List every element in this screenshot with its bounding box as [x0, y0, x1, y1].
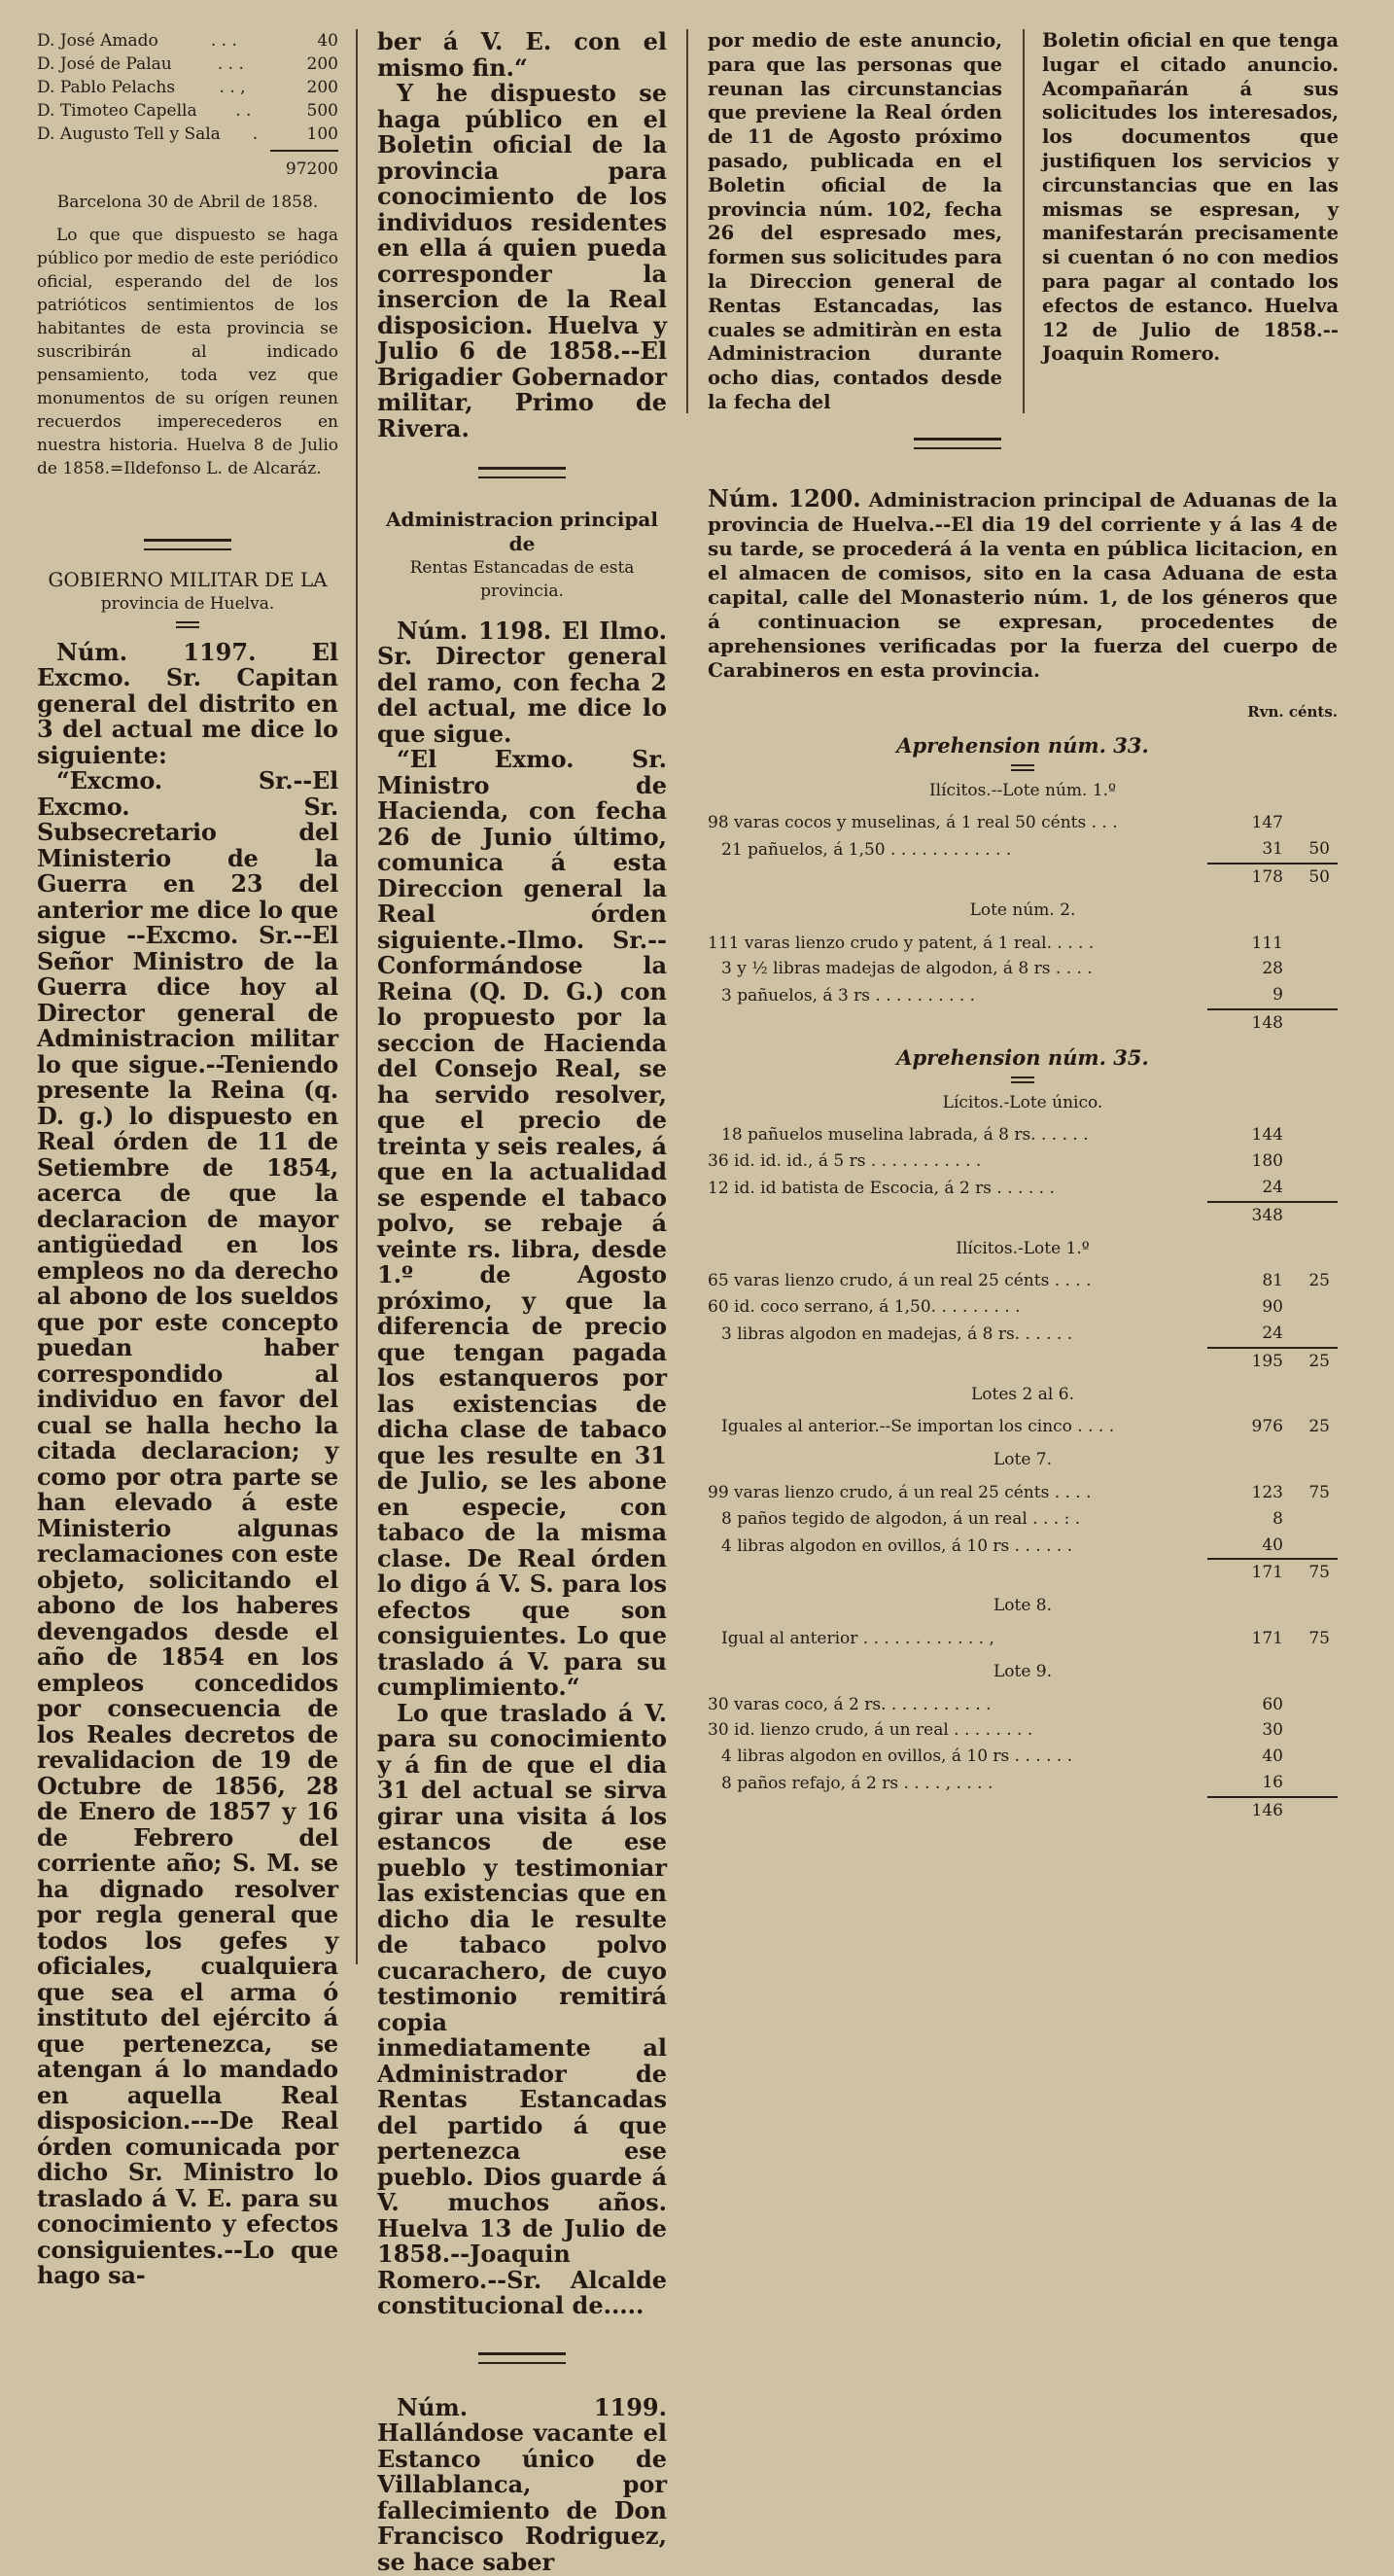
leader-dots: . . ,	[219, 78, 246, 97]
table-row	[708, 1480, 1338, 1506]
item-cents: 75	[1308, 1628, 1330, 1648]
item-cents	[1289, 1770, 1338, 1797]
notice-number: Núm. 1198.	[397, 616, 552, 645]
total-cents	[1289, 1797, 1338, 1824]
donor-row	[37, 123, 338, 146]
total-cents	[1289, 1202, 1338, 1229]
list-total	[270, 150, 338, 181]
column-2	[377, 29, 667, 2575]
lote-heading: Lote 7.	[993, 1450, 1053, 1470]
lote-table	[708, 931, 1338, 1037]
item-description: 98 varas cocos y muselinas, á 1 real 50 cénts . . .	[708, 813, 1118, 833]
item-reales: 111	[1251, 933, 1283, 953]
donor-amount: 40	[317, 31, 338, 51]
table-row	[708, 1294, 1338, 1321]
item-cents	[1289, 810, 1338, 836]
table-row	[708, 1414, 1338, 1440]
title-ornament	[1011, 764, 1034, 771]
column-rule	[1023, 29, 1025, 413]
total-reales: 148	[1207, 1009, 1289, 1037]
item-cents	[1289, 1294, 1338, 1321]
column-rule	[686, 29, 688, 413]
total-cents	[1289, 1009, 1338, 1037]
donor-row	[37, 99, 338, 123]
total-reales: 146	[1207, 1797, 1289, 1824]
item-cents	[1289, 982, 1338, 1009]
donor-row	[37, 76, 338, 99]
section-subheading: Rentas Estancadas de esta provincia.	[409, 557, 635, 601]
table-row	[708, 1744, 1338, 1770]
library-watermark	[1088, 1855, 1302, 1982]
item-reales: 60	[1262, 1694, 1283, 1714]
notice-1199-end: Boletin oficial en que tenga lugar el citado anuncio. Acompañarán á sus solicitudes los interesados, los documentos que justifiquen los servicios y circunstancias que en las mismas se espresan, y manifestarán precisamente si cuentan ó no con medios para pagar al contado los efectos de estanco. Huelva 12 de Julio de 1858.--Joaquin Romero.	[1042, 29, 1339, 366]
item-description: 111 varas lienzo crudo y patent, á 1 real. . . . .	[708, 933, 1095, 953]
item-reales: 171	[1251, 1628, 1283, 1648]
donor-list	[37, 29, 338, 146]
section-ornament	[144, 539, 231, 550]
table-row	[708, 1692, 1338, 1718]
aprehension-tables	[708, 734, 1338, 1824]
lote-table	[708, 810, 1338, 890]
leader-dots: . . .	[217, 54, 244, 74]
table-row	[708, 1175, 1338, 1202]
item-cents	[1289, 1533, 1338, 1560]
table-row	[708, 1122, 1338, 1148]
item-reales: 81	[1262, 1271, 1283, 1291]
notice-1198-paragraph: Lo que traslado á V. para su conocimiento y á fin de que el dia 31 del actual se sirva girar una visita á los estancos de ese pueblo y testimoniar las existencias que en dicho dia le resulte de tabaco polvo cucarachero, de cuyo testimonio remitirá copia inmediatamente al Administrador de Rentas Estancadas del partido á que pertenezca ese pueblo. Dios guarde á V. muchos años. Huelva 13 de Julio de 1858.--Joaquin Romero.--Sr. Alcalde constitucional de.....	[377, 1698, 667, 2320]
lote-heading: Lote 9.	[993, 1661, 1053, 1681]
donor-amount: 100	[306, 124, 338, 144]
notice-body: El Excmo. Sr. Capitan general del distrito en 3 del actual me dice lo siguiente:	[37, 637, 338, 769]
item-description: Iguales al anterior.--Se importan los cinco . . . .	[721, 1417, 1115, 1437]
place-date: Barcelona 30 de Abril de 1858.	[56, 193, 319, 212]
item-cents	[1289, 1175, 1338, 1202]
item-reales: 40	[1262, 1747, 1283, 1767]
aprehension-title: Aprehension núm. 35.	[896, 1044, 1149, 1070]
table-row	[708, 1321, 1338, 1348]
notice-1199	[377, 2392, 667, 2576]
notice-1200	[708, 486, 1338, 683]
item-reales: 123	[1251, 1482, 1283, 1502]
table-row	[708, 1626, 1338, 1652]
item-description: Igual al anterior . . . . . . . . . . . . ,	[721, 1628, 994, 1648]
notice-body: Administracion principal de Aduanas de la provincia de Huelva.--El dia 19 del corriente y á las 4 de su tarde, se procederá á la venta en pública licitacion, en el almacen de comisos, sito en la casa Aduana de esta capital, calle del Monasterio núm. 1, de los géneros que á continuacion se expresan, procedentes de aprehensiones verificadas por la fuerza del cuerpo de Carabineros en esta provincia.	[708, 488, 1338, 682]
lote-heading: Lote 8.	[993, 1596, 1053, 1616]
table-row	[708, 1268, 1338, 1294]
table-row	[708, 1533, 1338, 1560]
item-reales: 8	[1272, 1508, 1283, 1529]
item-reales: 90	[1262, 1297, 1283, 1318]
donor-amount: 200	[306, 78, 338, 97]
table-row	[708, 982, 1338, 1009]
item-description: 30 id. lienzo crudo, á un real . . . . . . . .	[708, 1720, 1033, 1741]
item-description: 8 paños tegido de algodon, á un real . . . : .	[721, 1508, 1081, 1529]
announcement-paragraph: Lo que que dispuesto se haga público por medio de este periódico oficial, esperando del de los patrióticos sentimientos de los habitantes de esta provincia se suscribirán al indicado pensamiento, toda vez que monumentos de su orígen reunen recuerdos imperecederos en nuestra historia. Huelva 8 de Julio de 1858.=Ildefonso L. de Alcaráz.	[37, 226, 338, 478]
notice-number: Núm. 1199.	[397, 2392, 667, 2421]
table-row	[708, 1717, 1338, 1744]
notice-body: El Ilmo. Sr. Director general del ramo, con fecha 2 del actual, me dice lo que sigue.	[377, 616, 667, 748]
item-reales: 24	[1262, 1177, 1283, 1197]
lote-heading: Lícitos.-Lote único.	[942, 1092, 1103, 1112]
total-row	[708, 1348, 1338, 1375]
item-reales: 9	[1272, 985, 1283, 1006]
leader-dots: .	[252, 124, 259, 144]
item-description: 12 id. id batista de Escocia, á 2 rs . . . . . .	[708, 1178, 1055, 1198]
heading-ornament	[176, 621, 199, 628]
lote-heading: Lotes 2 al 6.	[971, 1384, 1074, 1404]
item-cents: 50	[1308, 839, 1330, 860]
item-description: 30 varas coco, á 2 rs. . . . . . . . . . .	[708, 1694, 992, 1714]
title-ornament	[1011, 1076, 1034, 1083]
item-reales: 144	[1251, 1125, 1283, 1146]
donor-amount: 500	[306, 101, 338, 121]
item-description: 3 pañuelos, á 3 rs . . . . . . . . . .	[721, 986, 976, 1006]
notice-number: Núm. 1200.	[708, 484, 861, 512]
lote-heading: Ilícitos.--Lote núm. 1.º	[928, 780, 1117, 800]
item-reales: 28	[1262, 959, 1283, 979]
item-reales: 24	[1262, 1323, 1283, 1343]
item-reales: 147	[1251, 813, 1283, 833]
donor-name: D. Augusto Tell y Sala	[37, 124, 221, 144]
column-header-rvn-cents: Rvn. cénts.	[1247, 703, 1338, 721]
donor-amount: 200	[306, 54, 338, 74]
item-cents	[1289, 1122, 1338, 1148]
item-description: 65 varas lienzo crudo, á un real 25 cénts . . . .	[708, 1271, 1092, 1291]
total-reales: 195	[1207, 1348, 1289, 1375]
item-cents	[1289, 1148, 1338, 1175]
item-cents: 25	[1308, 1271, 1330, 1291]
notice-number: Núm. 1197.	[56, 637, 257, 666]
table-row	[708, 931, 1338, 957]
total-row	[708, 1202, 1338, 1229]
lote-heading: Lote núm. 2.	[969, 900, 1076, 920]
total-row	[708, 1009, 1338, 1037]
lote-table	[708, 1626, 1338, 1652]
total-reales: 178	[1207, 864, 1289, 891]
item-description: 36 id. id. id., á 5 rs . . . . . . . . . . .	[708, 1151, 982, 1172]
lote-table	[708, 1122, 1338, 1228]
item-reales: 976	[1251, 1417, 1283, 1437]
total-cents: 75	[1289, 1559, 1338, 1586]
leader-dots: . .	[235, 101, 252, 121]
item-reales: 31	[1262, 839, 1283, 860]
item-description: 21 pañuelos, á 1,50 . . . . . . . . . . . .	[721, 840, 1012, 861]
section-ornament	[478, 467, 566, 478]
column-4	[1042, 29, 1339, 367]
item-description: 60 id. coco serrano, á 1,50. . . . . . . . .	[708, 1297, 1021, 1318]
item-reales: 180	[1251, 1151, 1283, 1172]
table-row	[708, 836, 1338, 864]
column-1	[37, 29, 338, 2289]
donor-row	[37, 53, 338, 76]
total-amount: 97200	[285, 159, 338, 179]
lote-table	[708, 1692, 1338, 1824]
item-cents	[1289, 1744, 1338, 1770]
item-cents	[1289, 931, 1338, 957]
lote-table	[708, 1268, 1338, 1374]
total-cents: 25	[1289, 1348, 1338, 1375]
total-row	[708, 1559, 1338, 1586]
section-heading: GOBIERNO MILITAR DE LA	[48, 568, 328, 591]
total-row	[708, 1797, 1338, 1824]
section-subheading: provincia de Huelva.	[100, 593, 275, 614]
notice-1198-quote: “El Exmo. Sr. Ministro de Hacienda, con fecha 26 de Junio último, comunica á esta Direccion general la Real órden siguiente.-Ilmo. Sr.--Conformándose la Reina (Q. D. G.) con lo propuesto por la seccion de Hacienda del Consejo Real, se ha servido resolver, que el precio de treinta y seis reales, á que en la actualidad se espende el tabaco polvo, se rebaje á veinte rs. libra, desde 1.º de Agosto próximo, y que la diferencia de precio que tengan pagada los estanqueros por las existencias de dicha clase de tabaco que les resulte en 31 de Julio, se les abone en especie, con tabaco de la misma clase. De Real órden lo digo á V. S. para los efectos que son consiguientes. Lo que traslado á V. para su cumplimiento.“	[377, 745, 667, 1702]
section-ornament	[914, 438, 1001, 449]
section-ornament	[478, 2352, 566, 2364]
column-3	[708, 29, 1002, 415]
table-row	[708, 1148, 1338, 1175]
notice-1200-block	[708, 486, 1338, 1823]
item-description: 99 varas lienzo crudo, á un real 25 cénts . . . .	[708, 1482, 1092, 1502]
table-row	[708, 1770, 1338, 1797]
item-description: 4 libras algodon en ovillos, á 10 rs . . . . . .	[721, 1747, 1073, 1767]
column-rule	[356, 29, 358, 1964]
section-heading: Administracion principal de	[386, 508, 658, 555]
notice-body: Hallándose vacante el Estanco único de Villablanca, por fallecimiento de Don Francisco Rodriguez, se hace saber	[377, 2418, 667, 2576]
item-reales: 16	[1262, 1772, 1283, 1792]
total-row	[708, 864, 1338, 891]
total-reales: 348	[1207, 1202, 1289, 1229]
item-description: 18 pañuelos muselina labrada, á 8 rs. . . . . .	[721, 1125, 1089, 1146]
total-reales: 171	[1207, 1559, 1289, 1586]
item-description: 8 paños refajo, á 2 rs . . . . , . . . .	[721, 1773, 993, 1793]
aprehension-title: Aprehension núm. 33.	[896, 732, 1149, 758]
item-cents: 75	[1308, 1482, 1330, 1502]
lote-table	[708, 1480, 1338, 1586]
notice-1199-continuation: por medio de este anuncio, para que las personas que reunan las circunstancias que previene la Real órden de 11 de Agosto próximo pasado, publicada en el Boletin oficial de la provincia núm. 102, fecha 26 del espresado mes, formen sus solicitudes para la Direccion general de Rentas Estancadas, las cuales se admitiràn en esta Administracion durante ocho dias, contados desde la fecha del	[708, 29, 1002, 413]
item-description: 3 libras algodon en madejas, á 8 rs. . . . . .	[721, 1323, 1073, 1344]
donor-row	[37, 29, 338, 53]
item-cents	[1289, 1506, 1338, 1533]
donor-name: D. Timoteo Capella	[37, 101, 197, 121]
lote-heading: Ilícitos.-Lote 1.º	[956, 1238, 1090, 1258]
notice-1197	[37, 637, 338, 769]
continuation-text: ber á V. E. con el mismo fin.“	[377, 27, 667, 82]
item-cents	[1289, 1717, 1338, 1744]
donor-name: D. José Amado	[37, 31, 158, 51]
item-description: 3 y ½ libras madejas de algodon, á 8 rs . . . .	[721, 959, 1093, 979]
lote-table	[708, 1414, 1338, 1440]
table-row	[708, 1506, 1338, 1533]
item-description: 4 libras algodon en ovillos, á 10 rs . . . . . .	[721, 1535, 1073, 1556]
item-cents	[1289, 1692, 1338, 1718]
notice-1197-quote: “Excmo. Sr.--El Excmo. Sr. Subsecretario del Ministerio de la Guerra en 23 del anterior me dice lo que sigue --Excmo. Sr.--El Señor Ministro de la Guerra dice hoy al Director general de Administracion militar lo que sigue.--Teniendo presente la Reina (q. D. g.) lo dispuesto en Real órden de 11 de Setiembre de 1854, acerca de que la declaracion de mayor antigüedad en los empleos no da derecho al abono de los sueldos que por este concepto puedan haber correspondido al individuo en favor del cual se halla hecho la citada declaracion; y como por otra parte se han elevado á este Ministerio algunas reclamaciones con este objeto, solicitando el abono de los haberes devengados desde el año de 1854 en los empleos concedidos por consecuencia de los Reales decretos de revalidacion de 19 de Octubre de 1856, 28 de Enero de 1857 y 16 de Febrero del corriente año; S. M. se ha dignado resolver por regla general que todos los gefes y oficiales, cualquiera que sea el arma ó instituto del ejército á que pertenezca, se atengan á lo mandado en aquella Real disposicion.---De Real órden comunicada por dicho Sr. Ministro lo traslado á V. E. para su conocimiento y efectos consiguientes.--Lo que hago sa-	[37, 766, 338, 2290]
table-row	[708, 810, 1338, 836]
item-cents: 25	[1308, 1417, 1330, 1437]
item-reales: 40	[1262, 1535, 1283, 1555]
donor-name: D. José de Palau	[37, 54, 172, 74]
donor-name: D. Pablo Pelachs	[37, 78, 176, 97]
item-cents	[1289, 956, 1338, 982]
notice-1198	[377, 618, 667, 748]
total-cents: 50	[1289, 864, 1338, 891]
paragraph: Y he dispuesto se haga público en el Boletin oficial de la provincia para conocimiento de los individuos residentes en ella á quien pueda corresponder la insercion de la Real disposicion. Huelva y Julio 6 de 1858.--El Brigadier Gobernador militar, Primo de Rivera.	[377, 79, 667, 442]
item-cents	[1289, 1321, 1338, 1348]
table-row	[708, 956, 1338, 982]
leader-dots: . . .	[210, 31, 237, 51]
item-reales: 30	[1262, 1720, 1283, 1741]
